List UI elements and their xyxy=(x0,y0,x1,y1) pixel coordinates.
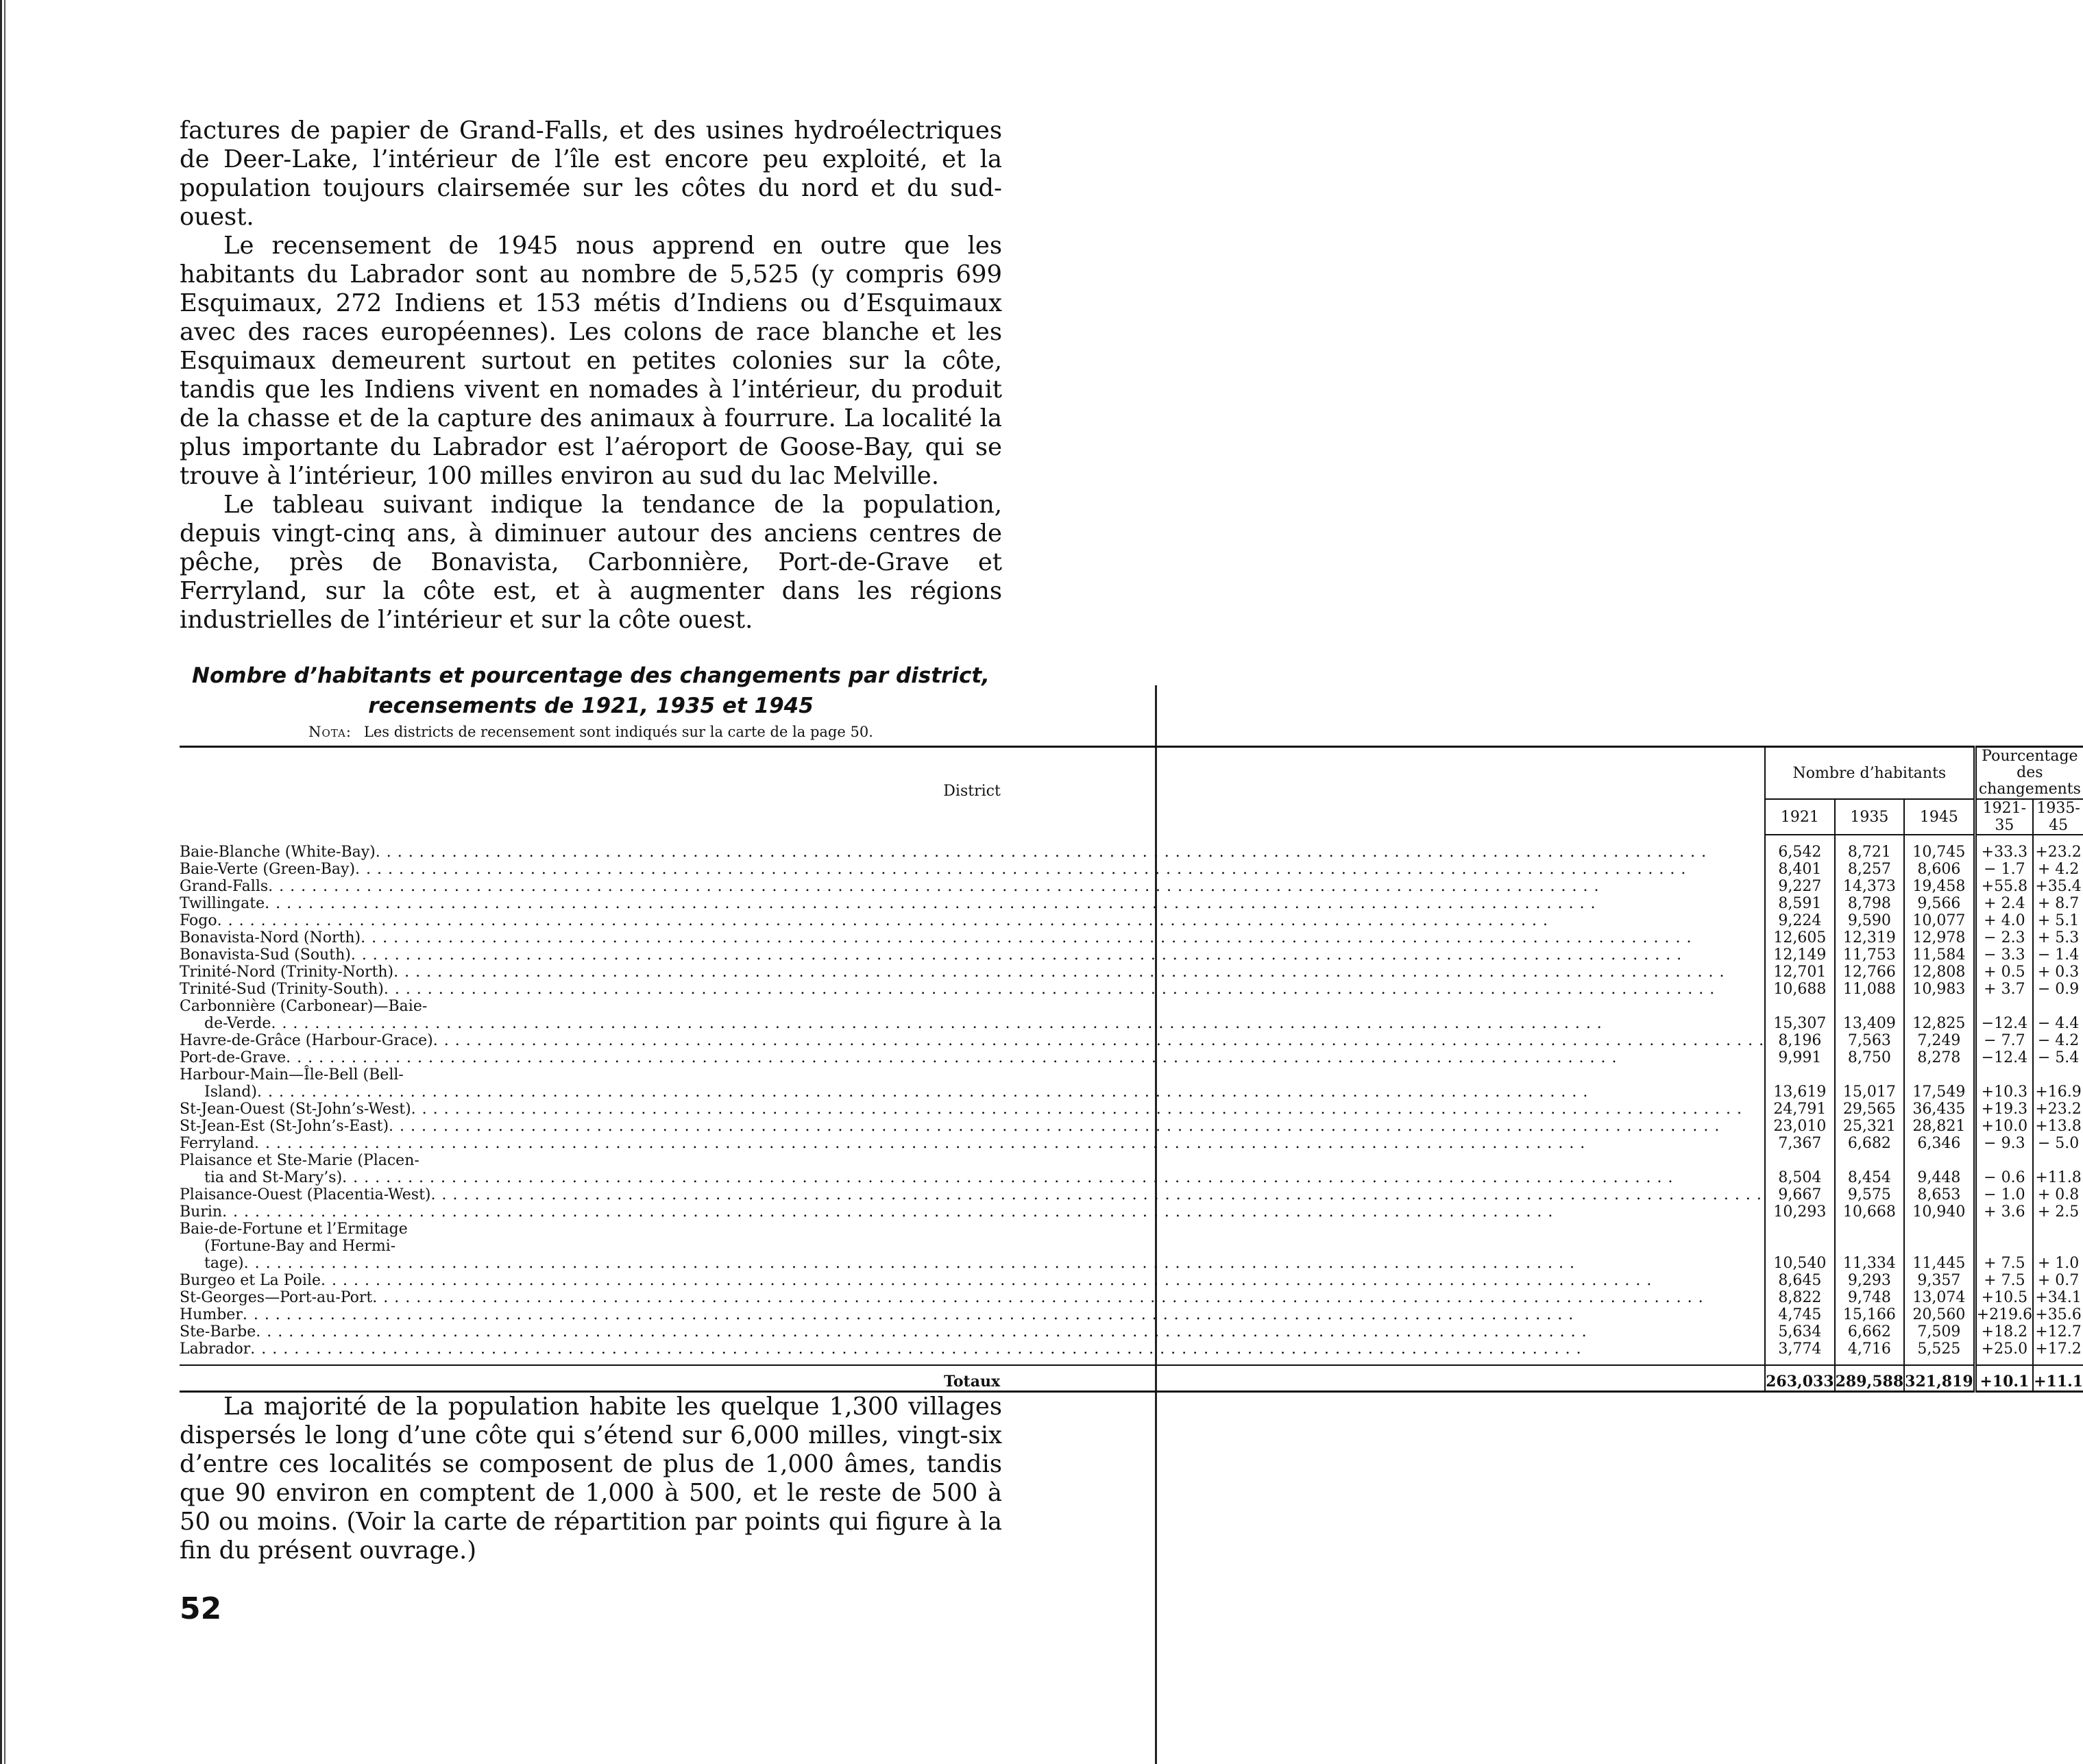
percent-change: + 2.5 xyxy=(2037,1203,2080,1221)
population-value: 15,017 xyxy=(1835,1066,1905,1101)
district-name xyxy=(180,835,1765,861)
district-name xyxy=(180,1118,1765,1135)
population-value: 6,662 xyxy=(1835,1323,1905,1340)
population-value: 12,701 xyxy=(1765,964,1835,981)
percent-change: − 3.3 xyxy=(1975,946,2033,964)
population-value: 8,454 xyxy=(1835,1152,1905,1186)
population-value: 12,319 xyxy=(1835,929,1905,946)
district-name xyxy=(180,1186,1765,1203)
population-value: 8,750 xyxy=(1835,1049,1905,1066)
table-row xyxy=(180,1118,2083,1135)
population-value: 8,278 xyxy=(1904,1049,1975,1066)
page-edge-left xyxy=(0,0,10,1764)
district-name-line: Baie-Blanche (White-Bay) xyxy=(180,843,376,861)
district-name-line: Humber xyxy=(180,1306,243,1323)
population-value: 7,249 xyxy=(1904,1032,1975,1049)
paragraph-2: Le recensement de 1945 nous apprend en outre que les habitants du Labrador sont au nombre de 5,525 (y compris 699 Esquimaux, 272 Indiens et 153 métis d’Indiens ou d’Esquimaux avec des races européennes). Les colons de race blanche et les Esquimaux demeurent surtout en petites colonies sur la côte, tandis que les Indiens vivent en nomades à l’intérieur, du produit de la chasse et de la capture des animaux à fourrure. La localité la plus importante du Labrador est l’aéroport de Goose-Bay, qui se trouve à l’intérieur, 100 milles environ au sud du lac Melville. xyxy=(180,232,1002,490)
population-value: 8,401 xyxy=(1765,861,1835,878)
table-row xyxy=(180,1203,2083,1221)
population-value: 13,074 xyxy=(1904,1289,1975,1306)
population-value: 8,257 xyxy=(1835,861,1905,878)
percent-change: +12.7 xyxy=(2035,1323,2082,1340)
population-value: 15,166 xyxy=(1835,1306,1905,1323)
population-value: 12,978 xyxy=(1904,929,1975,946)
table-row xyxy=(180,981,2083,998)
percent-change: +19.3 xyxy=(1975,1101,2033,1118)
percent-change: +10.0 xyxy=(1975,1118,2033,1135)
district-name xyxy=(180,1049,1765,1066)
population-value: 7,563 xyxy=(1835,1032,1905,1049)
percent-change: + 0.3 xyxy=(2037,964,2080,981)
population-value: 10,293 xyxy=(1765,1203,1835,1221)
percent-change: − 4.2 xyxy=(2037,1032,2080,1049)
population-value: 4,716 xyxy=(1835,1340,1905,1358)
population-value: 8,645 xyxy=(1765,1272,1835,1289)
district-name-line: de-Verde xyxy=(204,1015,271,1032)
district-name xyxy=(180,1289,1765,1306)
district-name-line: Harbour-Main—Île-Bell (Bell- xyxy=(180,1066,404,1083)
table-row xyxy=(180,1306,2083,1323)
percent-change: + 1.0 xyxy=(2037,1255,2080,1272)
population-value: 28,821 xyxy=(1904,1118,1975,1135)
district-name xyxy=(180,1203,1765,1221)
page-content xyxy=(180,117,2083,1626)
percent-change: +13.8 xyxy=(2035,1118,2082,1135)
district-name-line: Ferryland xyxy=(180,1135,254,1152)
table-row xyxy=(180,964,2083,981)
district-name xyxy=(180,1323,1765,1340)
district-name-line: Grand-Falls xyxy=(180,878,269,895)
district-name-line: Trinité-Nord (Trinity-North) xyxy=(180,964,394,981)
population-value: 10,668 xyxy=(1835,1203,1905,1221)
percent-change: − 1.4 xyxy=(2037,946,2080,964)
caption-line-2: recensements de 1921, 1935 et 1945 xyxy=(368,694,814,718)
table-row xyxy=(180,1032,2083,1049)
percent-change: + 0.8 xyxy=(2037,1186,2080,1203)
district-name xyxy=(180,878,1765,895)
district-name xyxy=(180,946,1765,964)
table-row xyxy=(180,1323,2083,1340)
district-name xyxy=(180,929,1765,946)
table-row xyxy=(180,1221,2083,1272)
population-value: 11,334 xyxy=(1835,1221,1905,1272)
percent-change: + 0.5 xyxy=(1975,964,2033,981)
percent-change: + 8.7 xyxy=(2037,895,2080,912)
district-name-line: Burgeo et La Poile xyxy=(180,1272,321,1289)
table-row xyxy=(180,1340,2083,1358)
table-row xyxy=(180,895,2083,912)
paragraph-bottom: La majorité de la population habite les quelque 1,300 villages dispersés le long d’une côte qui s’étend sur 6,000 milles, vingt-six d’entre ces localités se composent de plus de 1,000 âmes, tandis que 90 environ en comptent de 1,000 à 500, et le reste de 500 à 50 ou moins. (Voir la carte de répartition par points qui figure à la fin du présent ouvrage.) xyxy=(180,1393,1002,1565)
district-name-line: tia and St-Mary’s) xyxy=(204,1169,343,1186)
header-year: 1921 xyxy=(1765,799,1835,835)
district-name xyxy=(180,1340,1765,1358)
percent-change: −12.4 xyxy=(1975,1049,2033,1066)
district-name xyxy=(180,964,1765,981)
population-value: 8,591 xyxy=(1765,895,1835,912)
district-name-line: Ste-Barbe xyxy=(180,1323,256,1340)
totals-label: Totaux xyxy=(180,1365,1765,1392)
header-nombre-habitants: Nombre d’habitants xyxy=(1765,747,1975,800)
district-name xyxy=(180,981,1765,998)
population-value: 3,774 xyxy=(1765,1340,1835,1358)
percent-change: + 4.2 xyxy=(2037,861,2080,878)
district-name-line: Plaisance-Ouest (Placentia-West) xyxy=(180,1186,431,1203)
district-name xyxy=(180,895,1765,912)
total-population: 321,819 xyxy=(1904,1365,1975,1392)
percent-change: +10.5 xyxy=(1975,1289,2033,1306)
percent-change: − 5.4 xyxy=(2037,1049,2080,1066)
population-value: 6,682 xyxy=(1835,1135,1905,1152)
population-value: 9,667 xyxy=(1765,1186,1835,1203)
table-row xyxy=(180,1049,2083,1066)
population-value: 13,619 xyxy=(1765,1066,1835,1101)
percent-change: − 2.3 xyxy=(1975,929,2033,946)
population-value: 14,373 xyxy=(1835,878,1905,895)
district-name-line: St-Georges—Port-au-Port xyxy=(180,1289,373,1306)
table-row xyxy=(180,912,2083,929)
header-year: 1945 xyxy=(1904,799,1975,835)
population-value: 10,540 xyxy=(1765,1221,1835,1272)
district-name-line: Island) xyxy=(204,1083,257,1101)
district-name xyxy=(180,1152,1765,1186)
district-name-line: Bonavista-Nord (North) xyxy=(180,929,361,946)
percent-change: − 4.4 xyxy=(2037,1015,2080,1032)
district-name xyxy=(180,1032,1765,1049)
population-value: 24,791 xyxy=(1765,1101,1835,1118)
table-body xyxy=(180,835,2083,1392)
district-name-line: Baie-de-Fortune et l’Ermitage xyxy=(180,1221,408,1238)
total-population: 289,588 xyxy=(1835,1365,1905,1392)
population-value: 8,653 xyxy=(1904,1186,1975,1203)
percent-change: +23.2 xyxy=(2035,844,2082,861)
percent-change: +11.8 xyxy=(2035,1169,2082,1186)
percent-change: + 5.1 xyxy=(2037,912,2080,929)
population-value: 9,448 xyxy=(1904,1152,1975,1186)
table-row xyxy=(180,1101,2083,1118)
percent-change: + 4.0 xyxy=(1975,912,2033,929)
total-percent: +11.1 xyxy=(2033,1365,2083,1392)
page-number: 52 xyxy=(180,1591,222,1626)
population-value: 10,688 xyxy=(1765,981,1835,998)
percent-change: − 1.7 xyxy=(1975,861,2033,878)
population-value: 25,321 xyxy=(1835,1118,1905,1135)
percent-change: + 0.7 xyxy=(2037,1272,2080,1289)
population-value: 9,227 xyxy=(1765,878,1835,895)
percent-change: +16.9 xyxy=(2035,1083,2082,1101)
population-value: 6,346 xyxy=(1904,1135,1975,1152)
population-value: 5,634 xyxy=(1765,1323,1835,1340)
population-value: 4,745 xyxy=(1765,1306,1835,1323)
table-caption xyxy=(180,661,1002,721)
total-percent: +10.1 xyxy=(1975,1365,2033,1392)
population-value: 8,606 xyxy=(1904,861,1975,878)
table-note xyxy=(180,724,1002,740)
table-row xyxy=(180,1186,2083,1203)
district-name-line: Baie-Verte (Green-Bay) xyxy=(180,861,356,878)
header-district: District xyxy=(180,747,1765,835)
district-name xyxy=(180,1101,1765,1118)
percent-change: +33.3 xyxy=(1975,835,2033,861)
table-row xyxy=(180,998,2083,1032)
totals-row xyxy=(180,1365,2083,1392)
population-value: 9,224 xyxy=(1765,912,1835,929)
population-value: 9,991 xyxy=(1765,1049,1835,1066)
population-value: 10,077 xyxy=(1904,912,1975,929)
population-value: 15,307 xyxy=(1765,998,1835,1032)
percent-change: − 7.7 xyxy=(1975,1032,2033,1049)
percent-change: +55.8 xyxy=(1975,878,2033,895)
population-value: 9,566 xyxy=(1904,895,1975,912)
table-row xyxy=(180,835,2083,861)
population-value: 8,196 xyxy=(1765,1032,1835,1049)
district-name-line: Bonavista-Sud (South) xyxy=(180,946,351,964)
population-value: 19,458 xyxy=(1904,878,1975,895)
population-value: 8,721 xyxy=(1835,835,1905,861)
population-value: 12,605 xyxy=(1765,929,1835,946)
header-year: 1935 xyxy=(1835,799,1905,835)
district-name-line: Burin xyxy=(180,1203,223,1221)
district-name xyxy=(180,1306,1765,1323)
percent-change: − 9.3 xyxy=(1975,1135,2033,1152)
district-name xyxy=(180,998,1765,1032)
population-value: 9,357 xyxy=(1904,1272,1975,1289)
table-row xyxy=(180,1152,2083,1186)
population-value: 12,825 xyxy=(1904,998,1975,1032)
district-name xyxy=(180,1135,1765,1152)
table-row xyxy=(180,1289,2083,1306)
district-name-line: Twillingate xyxy=(180,895,265,912)
district-name-line: Port-de-Grave xyxy=(180,1049,287,1066)
district-name-line: St-Jean-Est (St-John’s-East) xyxy=(180,1118,389,1135)
population-value: 36,435 xyxy=(1904,1101,1975,1118)
population-value: 13,409 xyxy=(1835,998,1905,1032)
table-row xyxy=(180,946,2083,964)
percent-change: + 7.5 xyxy=(1975,1221,2033,1272)
population-value: 9,293 xyxy=(1835,1272,1905,1289)
population-value: 23,010 xyxy=(1765,1118,1835,1135)
population-value: 9,590 xyxy=(1835,912,1905,929)
population-value: 20,560 xyxy=(1904,1306,1975,1323)
district-name-line: Carbonnière (Carbonear)—Baie- xyxy=(180,998,428,1015)
population-value: 9,748 xyxy=(1835,1289,1905,1306)
percent-change: −12.4 xyxy=(1975,998,2033,1032)
district-name-line: St-Jean-Ouest (St-John’s-West) xyxy=(180,1101,411,1118)
paragraph-1: factures de papier de Grand-Falls, et des usines hydroélectriques de Deer-Lake, l’intérieur de l’île est encore peu exploité, et la population toujours clairsemée sur les côtes du nord et du sud-ouest. xyxy=(180,117,1002,231)
population-value: 6,542 xyxy=(1765,835,1835,861)
population-value: 7,367 xyxy=(1765,1135,1835,1152)
percent-change: + 3.6 xyxy=(1975,1203,2033,1221)
caption-line-1: Nombre d’habitants et pourcentage des changements par district, xyxy=(192,663,990,688)
population-value: 7,509 xyxy=(1904,1323,1975,1340)
note-text: Les districts de recensement sont indiqués sur la carte de la page 50. xyxy=(363,724,873,740)
population-value: 10,940 xyxy=(1904,1203,1975,1221)
district-name xyxy=(180,1221,1765,1272)
population-value: 8,798 xyxy=(1835,895,1905,912)
percent-change: +25.0 xyxy=(1975,1340,2033,1358)
population-value: 29,565 xyxy=(1835,1101,1905,1118)
population-value: 8,822 xyxy=(1765,1289,1835,1306)
population-value: 17,549 xyxy=(1904,1066,1975,1101)
population-value: 11,753 xyxy=(1835,946,1905,964)
percent-change: +35.6 xyxy=(2035,1306,2082,1323)
header-pourcentage: Pourcentage des changements xyxy=(1975,747,2083,800)
table-row xyxy=(180,1135,2083,1152)
district-name-line: tage) xyxy=(204,1255,244,1272)
table-row xyxy=(180,1272,2083,1289)
table-row xyxy=(180,861,2083,878)
district-name xyxy=(180,1272,1765,1289)
percent-change: + 2.4 xyxy=(1975,895,2033,912)
population-value: 8,504 xyxy=(1765,1152,1835,1186)
table-row xyxy=(180,1066,2083,1101)
paragraph-3: Le tableau suivant indique la tendance de la population, depuis vingt-cinq ans, à diminuer autour des anciens centres de pêche, près de Bonavista, Carbonnière, Port-de-Grave et Ferryland, sur la côte est, et à augmenter dans les régions industrielles de l’intérieur et sur la côte ouest. xyxy=(180,491,1002,634)
population-value: 12,808 xyxy=(1904,964,1975,981)
district-name-line: (Fortune-Bay and Hermi- xyxy=(204,1238,396,1255)
population-value: 12,149 xyxy=(1765,946,1835,964)
percent-change: +34.1 xyxy=(2035,1289,2082,1306)
district-name-line: Fogo xyxy=(180,912,217,929)
percent-change: − 0.9 xyxy=(2037,981,2080,998)
percent-change: − 0.6 xyxy=(1975,1152,2033,1186)
population-table xyxy=(180,746,2083,1393)
percent-change: +219.6 xyxy=(1975,1306,2033,1323)
note-label: Nota: xyxy=(308,724,352,740)
population-value: 10,983 xyxy=(1904,981,1975,998)
percent-change: − 5.0 xyxy=(2037,1135,2080,1152)
district-name-line: Havre-de-Grâce (Harbour-Grace) xyxy=(180,1032,433,1049)
district-name-line: Trinité-Sud (Trinity-South) xyxy=(180,981,384,998)
district-name-line: Labrador xyxy=(180,1340,251,1358)
total-population: 263,033 xyxy=(1765,1365,1835,1392)
percent-change: − 1.0 xyxy=(1975,1186,2033,1203)
percent-change: + 7.5 xyxy=(1975,1272,2033,1289)
population-value: 12,766 xyxy=(1835,964,1905,981)
percent-change: +10.3 xyxy=(1975,1066,2033,1101)
header-period: 1935-45 xyxy=(2033,799,2083,835)
population-value: 9,575 xyxy=(1835,1186,1905,1203)
district-name xyxy=(180,1066,1765,1101)
percent-change: + 5.3 xyxy=(2037,929,2080,946)
population-value: 11,584 xyxy=(1904,946,1975,964)
percent-change: +35.4 xyxy=(2035,878,2082,895)
district-name xyxy=(180,912,1765,929)
district-name xyxy=(180,861,1765,878)
percent-change: +18.2 xyxy=(1975,1323,2033,1340)
header-period: 1921-35 xyxy=(1975,799,2033,835)
district-name-line: Plaisance et Ste-Marie (Placen- xyxy=(180,1152,419,1169)
population-value: 10,745 xyxy=(1904,835,1975,861)
percent-change: + 3.7 xyxy=(1975,981,2033,998)
table-row xyxy=(180,878,2083,895)
percent-change: +23.2 xyxy=(2035,1101,2082,1118)
percent-change: +17.2 xyxy=(2035,1340,2082,1358)
table-row xyxy=(180,929,2083,946)
population-value: 11,088 xyxy=(1835,981,1905,998)
population-value: 11,445 xyxy=(1904,1221,1975,1272)
population-value: 5,525 xyxy=(1904,1340,1975,1358)
